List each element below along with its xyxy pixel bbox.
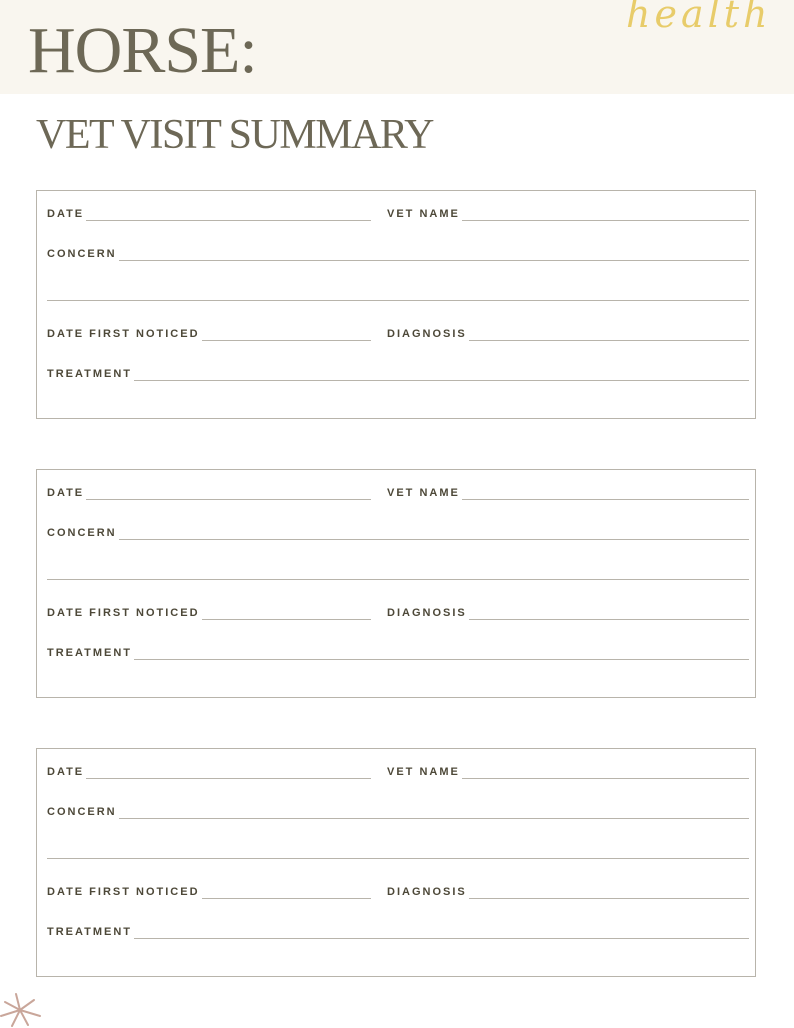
date-first-noticed-field[interactable] bbox=[47, 883, 371, 899]
date-label: DATE bbox=[47, 208, 85, 220]
vet-name-line bbox=[462, 778, 749, 779]
treatment-field[interactable] bbox=[47, 365, 749, 381]
date-first-noticed-label: DATE FIRST NOTICED bbox=[47, 886, 200, 898]
vet-name-field[interactable] bbox=[387, 205, 749, 221]
date-first-noticed-line bbox=[202, 619, 371, 620]
concern-label: CONCERN bbox=[47, 527, 117, 539]
diagnosis-field[interactable] bbox=[387, 325, 749, 341]
date-first-noticed-field[interactable] bbox=[47, 325, 371, 341]
diagnosis-label: DIAGNOSIS bbox=[387, 607, 467, 619]
concern-label: CONCERN bbox=[47, 248, 117, 260]
vet-name-line bbox=[462, 220, 749, 221]
concern-field[interactable] bbox=[47, 803, 749, 819]
treatment-label: TREATMENT bbox=[47, 926, 133, 938]
treatment-line bbox=[134, 659, 749, 660]
asterisk-star-icon bbox=[0, 992, 44, 1028]
vet-name-line bbox=[462, 499, 749, 500]
concern-line bbox=[119, 818, 749, 819]
date-field[interactable] bbox=[47, 763, 371, 779]
treatment-label: TREATMENT bbox=[47, 368, 133, 380]
diagnosis-field[interactable] bbox=[387, 604, 749, 620]
date-first-noticed-label: DATE FIRST NOTICED bbox=[47, 328, 200, 340]
vet-name-field[interactable] bbox=[387, 484, 749, 500]
date-label: DATE bbox=[47, 487, 85, 499]
date-first-noticed-line bbox=[202, 340, 371, 341]
concern-line-extra[interactable] bbox=[47, 300, 749, 301]
vet-name-label: VET NAME bbox=[387, 208, 460, 220]
date-line bbox=[86, 499, 371, 500]
script-word: health bbox=[626, 0, 772, 36]
date-first-noticed-label: DATE FIRST NOTICED bbox=[47, 607, 200, 619]
vet-visit-card bbox=[36, 469, 756, 698]
vet-name-label: VET NAME bbox=[387, 487, 460, 499]
concern-field[interactable] bbox=[47, 524, 749, 540]
diagnosis-field[interactable] bbox=[387, 883, 749, 899]
vet-name-field[interactable] bbox=[387, 763, 749, 779]
diagnosis-line bbox=[469, 340, 749, 341]
treatment-field[interactable] bbox=[47, 923, 749, 939]
treatment-field[interactable] bbox=[47, 644, 749, 660]
treatment-line bbox=[134, 380, 749, 381]
date-field[interactable] bbox=[47, 484, 371, 500]
page-title: HORSE: bbox=[28, 14, 257, 87]
concern-line-extra[interactable] bbox=[47, 858, 749, 859]
concern-line-extra[interactable] bbox=[47, 579, 749, 580]
diagnosis-label: DIAGNOSIS bbox=[387, 886, 467, 898]
date-field[interactable] bbox=[47, 205, 371, 221]
diagnosis-label: DIAGNOSIS bbox=[387, 328, 467, 340]
vet-visit-card bbox=[36, 190, 756, 419]
date-line bbox=[86, 220, 371, 221]
treatment-label: TREATMENT bbox=[47, 647, 133, 659]
vet-name-label: VET NAME bbox=[387, 766, 460, 778]
page-subtitle: VET VISIT SUMMARY bbox=[36, 112, 433, 158]
diagnosis-line bbox=[469, 898, 749, 899]
date-label: DATE bbox=[47, 766, 85, 778]
vet-visit-card bbox=[36, 748, 756, 977]
concern-label: CONCERN bbox=[47, 806, 117, 818]
treatment-line bbox=[134, 938, 749, 939]
date-first-noticed-line bbox=[202, 898, 371, 899]
concern-line bbox=[119, 260, 749, 261]
diagnosis-line bbox=[469, 619, 749, 620]
concern-line bbox=[119, 539, 749, 540]
concern-field[interactable] bbox=[47, 245, 749, 261]
date-first-noticed-field[interactable] bbox=[47, 604, 371, 620]
date-line bbox=[86, 778, 371, 779]
